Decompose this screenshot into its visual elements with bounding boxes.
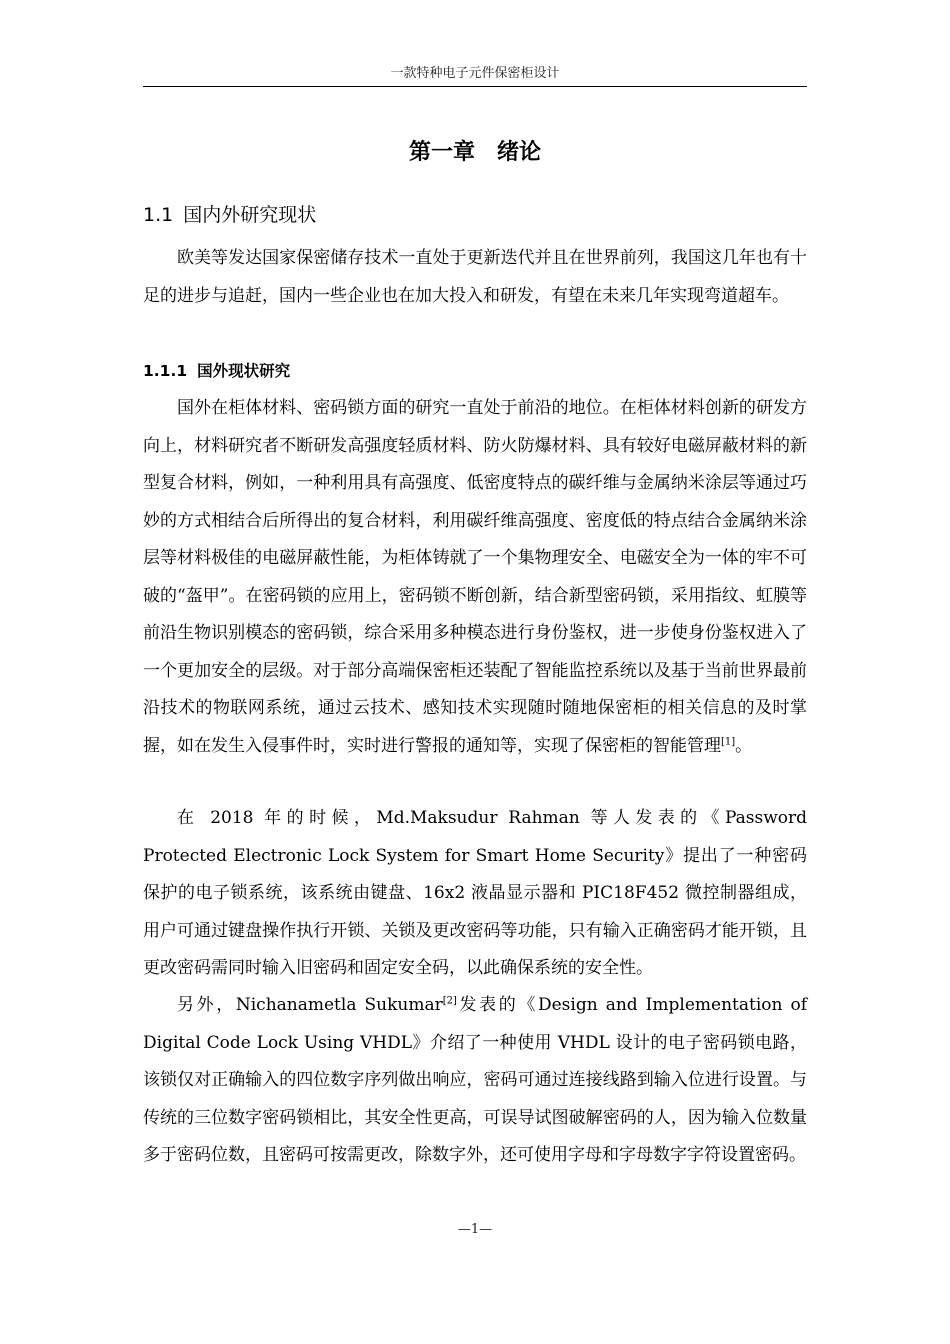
header-rule bbox=[143, 86, 807, 87]
paragraph-rahman: 在 2018 年的时候，Md.Maksudur Rahman 等人发表的《Password Protected Electronic Lock System for Smart Home Security》提出了一种密码保护的电子锁系统，该系统由键盘、16x2 液晶显示器和 PIC18F452 微控制器组成，用户可通过键盘操作执行开锁、关锁及更改密码等功能，只有输入正确密码才能开锁，且更改密码需同时输入旧密码和固定安全码，以此确保系统的安全性。 bbox=[143, 808, 807, 978]
citation-1: [1] bbox=[721, 735, 736, 747]
section-number: 1.1 bbox=[143, 204, 174, 226]
paragraph-end: 。 bbox=[735, 735, 753, 756]
subsection-title: 国外现状研究 bbox=[197, 362, 291, 380]
page-number: —1— bbox=[457, 1222, 493, 1237]
subsection-heading bbox=[143, 357, 807, 385]
paragraph-intro: 欧美等发达国家保密储存技术一直处于更新迭代并且在世界前列，我国这几年也有十足的进步与追赶，国内一些企业也在加大投入和研发，有望在未来几年实现弯道超车。 bbox=[143, 248, 807, 306]
paragraph-text: 国外在柜体材料、密码锁方面的研究一直处于前沿的地位。在柜体材料创新的研发方向上，材料研究者不断研发高强度轻质材料、防火防爆材料、具有较好电磁屏蔽材料的新型复合材料，例如，一种利用具有高强度、低密度特点的碳纤维与金属纳米涂层等通过巧妙的方式相结合后所得出的复合材料，利用碳纤维高强度、密度低的特点结合金属纳米涂层等材料极佳的电磁屏蔽性能，为柜体铸就了一个集物理安全、电磁安全为一体的牢不可破的“盔甲”。在密码锁的应用上，密码锁不断创新，结合新型密码锁，采用指纹、虹膜等前沿生物识别模态的密码锁，综合采用多种模态进行身份鉴权，进一步使身份鉴权进入了一个更加安全的层级。对于部分高端保密柜还装配了智能监控系统以及基于当前世界最前沿技术的物联网系统，通过云技术、感知技术实现随时随地保密柜的相关信息的及时掌握，如在发生入侵事件时，实时进行警报的通知等，实现了保密柜的智能管理 bbox=[143, 398, 807, 756]
paragraph-foreign-research bbox=[143, 390, 807, 765]
chapter-title: 第一章 绪论 bbox=[408, 140, 541, 165]
subsection-number: 1.1.1 bbox=[143, 362, 188, 380]
running-header: 一款特种电子元件保密柜设计 bbox=[390, 66, 560, 81]
section-title: 国内外研究现状 bbox=[183, 204, 317, 226]
paragraph-text-b: 发表的《Design and Implementation of Digital Code Lock Using VHDL》介绍了一种使用 VHDL 设计的电子密码锁电路，该锁仅对正确输入的四位数字序列做出响应，密码可通过连接线路到输入位进行设置。与传统的三位数字密码锁相比，其安全性更高，可误导试图破解密码的人，因为输入位数量多于密码位数，且密码可按需更改，除数字外，还可使用字母和字母数字字符设置密码。 bbox=[143, 995, 807, 1165]
citation-2: [2] bbox=[442, 995, 457, 1007]
section-heading bbox=[143, 200, 807, 230]
paragraph-text-a: 另外，Nichanametla Sukumar bbox=[177, 995, 443, 1015]
paragraph-sukumar bbox=[143, 987, 807, 1175]
